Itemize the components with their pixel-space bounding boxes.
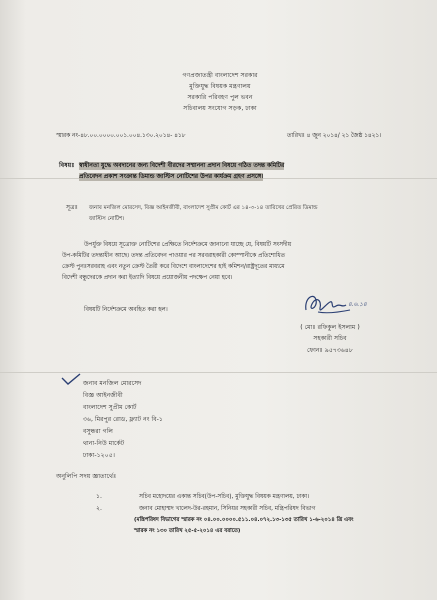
- body-line-4: বিদেশী বন্ধুদেরকে প্রদান করা ইত্যাদি বিষয়ে প্রয়োজনীয় পদক্ষেপ নেয়া হবে।: [62, 275, 233, 281]
- body-closing: বিষয়টি নির্দেশক্রমে অবহিত করা হল।: [84, 307, 168, 313]
- signatory-designation: সহকারী সচিব: [313, 335, 347, 342]
- addressee-line-3: বাংলাদেশ সুপ্রীম কোর্ট: [83, 404, 137, 411]
- signature-date: ৪.৬.১৪: [348, 302, 367, 308]
- letterhead-line-1: গণপ্রজাতন্ত্রী বাংলাদেশ সরকার: [182, 72, 258, 79]
- body-line-1: উপর্যুক্ত বিষয়ে সূত্রোক্ত নোটিশের প্রেক্ষিতে নির্দেশক্রমে জানানো যাচ্ছে যে, বিষয়টি সংসদীয়: [84, 242, 292, 248]
- memo-date: তারিখঃ ৪ জুন ২০১৪/ ২১ জৈষ্ঠ ১৪২১।: [287, 133, 382, 139]
- copy-item-2-line-2: (মন্ত্রিপরিষদ বিভাগের স্মারক নং ০৪.০০.০০০০.৫১১.০৪.০৭২.১৩-১৩৫ তারিখ ১-৬-২০১৪ খ্রি এবং: [134, 517, 354, 523]
- signatory-name: ( মোঃ রফিকুল ইসলাম ): [300, 324, 360, 331]
- subject-line-2: প্রতিবেদন প্রকাশ সংক্রান্ত ডিমান্ড জাস্টিস নোটিশের উপর কার্যক্রম গ্রহণ প্রসঙ্গে।: [79, 174, 264, 180]
- body-line-2: উপ-কমিটির তদন্তাধীন আছে। তদন্ত প্রতিবেদন পাওয়ার পর সরবরাহকারী কোম্পানীকে প্রতিশোধিত: [62, 253, 286, 259]
- copy-item-1: সচিব মহোদয়ের একান্ত সচিব(উপ-সচিব), মুক্তিযুদ্ধ বিষয়ক মন্ত্রণালয়, ঢাকা।: [139, 494, 310, 500]
- letterhead-line-2: মুক্তিযুদ্ধ বিষয়ক মন্ত্রণালয়: [189, 83, 251, 90]
- reference-line-1: জনাব মনজিল মোরসেদ, বিজ্ঞ আইনজীবী, বাংলাদেশ সুপ্রীম কোর্ট এর ১৪-৩-১৪ তারিখের প্রেরিত ডিমান্ড: [89, 205, 318, 211]
- copy-title: অনুলিপি সদয় জ্ঞাতার্থেঃ: [56, 473, 117, 480]
- copy-item-2-line-3: স্মারক নং ১৩০ তারিখ ২৫-৫-২০১৪ এর বরাতে): [134, 528, 241, 534]
- letterhead-line-4: সচিবালয় সংযোগ সড়ক, ঢাকা: [183, 105, 257, 112]
- memo-number: স্মারক নং-৪৮.০০.০০০০.০০১.০০৪.১৩০.২০১৪- ৪১৮: [56, 133, 186, 139]
- copy-item-2-line-1: জনাব মোহাম্মদ খালেদ-উর-রহমান, সিনিয়র সহকারী সচিব, মন্ত্রিপরিষদ বিভাগ: [139, 506, 316, 512]
- reference-label: সূত্রঃ: [66, 204, 78, 211]
- body-line-3: ক্রেস্ট পুনঃসরবরাহ এবং নতুন ক্রেস্ট তৈরী করে বিদেশে বাংলাদেশের হাই কমিশন/রাষ্ট্রদূতের মাধ্যমে: [62, 264, 285, 270]
- subject-line-1: স্বাধীনতা যুদ্ধে অবদানের জন্য বিদেশী বীরদের সম্মাননা প্রদান বিষয়ে গঠিত তদন্ত কমিটির: [79, 163, 285, 169]
- reference-line-2: জাস্টিস নোটিশ।: [89, 216, 125, 222]
- addressee-line-7: ঢাকা-১২০৫।: [83, 452, 115, 459]
- copy-item-2-number: ২.: [96, 505, 102, 512]
- addressee-line-5: বসুন্ধরা গলি: [83, 428, 114, 435]
- signatory-phone: ফোনঃ ৯৫৭৩৬৪৮: [307, 347, 353, 354]
- addressee-line-4: ৩৬, মিরপুর রোড, ফ্ল্যাট নং বি-১: [83, 416, 163, 423]
- addressee-line-2: বিজ্ঞ আইনজীবী: [83, 392, 123, 399]
- letterhead-line-3: সরকারি পরিবহণ পুল ভবন: [187, 94, 253, 101]
- copy-item-1-number: ১.: [96, 493, 102, 500]
- addressee-line-6: থানা-নিউ মার্কেট: [83, 440, 125, 447]
- check-mark-icon: [60, 372, 82, 386]
- subject-label: বিষয়ঃ: [59, 162, 75, 169]
- addressee-line-1: জনাব মনজিল মোরসেদ: [83, 380, 142, 387]
